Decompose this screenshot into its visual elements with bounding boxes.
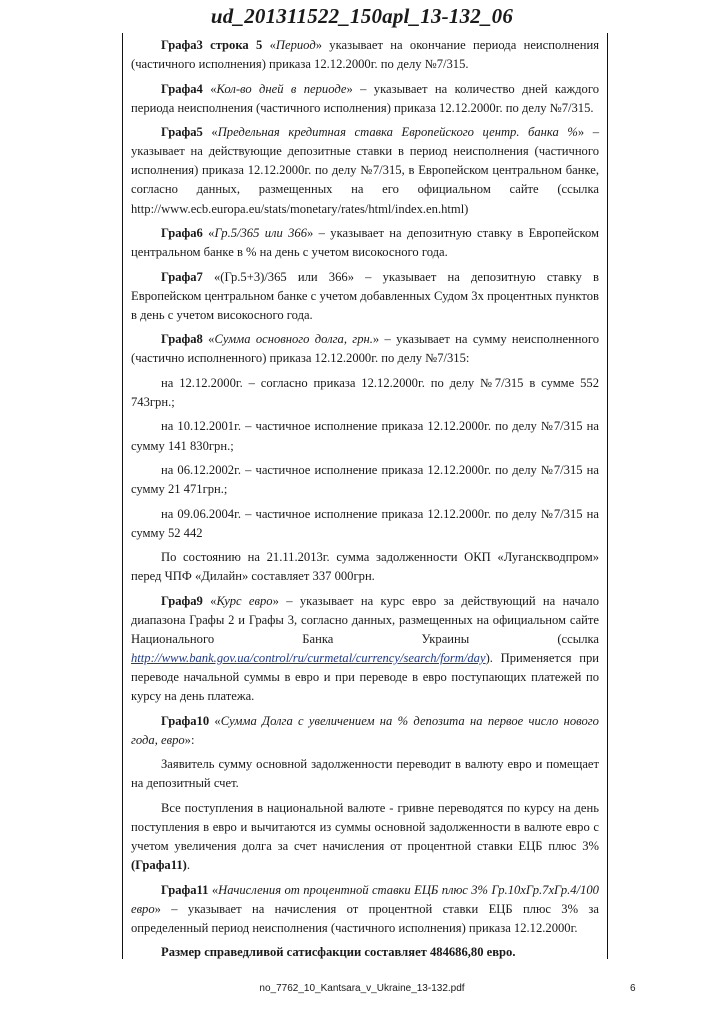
grafa-description: – указывает на сумму неисполненного (частично исполненного) приказа 12.12.2000г. по делу №7/315: bbox=[131, 332, 599, 366]
grafa-title: Кол-во дней в периоде bbox=[216, 81, 347, 96]
grafa-description: – указывает на начисления от процентной ставки ЕЦБ плюс 3% за определенный период неисполнения (частичного исполнения) приказа 12.12.2000г. bbox=[131, 901, 599, 935]
grafa-label: Графа5 bbox=[161, 125, 203, 140]
grafa11-reference: (Графа11) bbox=[131, 858, 187, 873]
grafa-description: – указывает на курс евро за действующий на начало диапазона Графы 2 и Графы 3, согласно данных, размещенных на официальном сайте Национального Банка Украины (ссылка bbox=[131, 593, 600, 646]
quote-close: » bbox=[315, 38, 322, 52]
paragraph-debt-status: По состоянию на 21.11.2013г. сумма задолженности ОКП «Луганскводпром» перед ЧПФ «Дилайн» составляет 337 000грн. bbox=[131, 550, 599, 584]
document-content-frame bbox=[122, 33, 608, 959]
document-body bbox=[131, 36, 599, 968]
grafa-description: – указывает на депозитную ставку в Европейском центральном банке в % на день с учетом високосного года. bbox=[131, 226, 599, 260]
paragraph-grafa8 bbox=[131, 330, 599, 368]
quote-open: « bbox=[202, 81, 217, 96]
paragraph-grafa10 bbox=[131, 712, 599, 750]
quote-close: » bbox=[154, 901, 161, 916]
paragraph-amount-2001: на 10.12.2001г. – частичное исполнение приказа 12.12.2000г. по делу №7/315 на сумму 141 830грн.; bbox=[131, 419, 599, 453]
grafa-description: – указывает на действующие депозитные ставки в период неисполнения (частичного исполнения) приказа 12.12.2000г. по делу №7/315, в Европейском центральном банке, согласно данных, размещенных на его официальном сайте (ссылка http://www.ecb.europa.eu/stats/monetary/rates/html/index.en.html) bbox=[131, 125, 600, 216]
paragraph-deposit: Заявитель сумму основной задолженности переводит в валюту евро и помещает на депозитный счет. bbox=[131, 757, 599, 791]
conversion-text: Все поступления в национальной валюте - гривне переводятся по курсу на день поступления в евро и вычитаются из суммы основной задолженности в валюте евро с учетом увеличения долга за счет начисления от процентной ставки ЕЦБ плюс 3% bbox=[131, 800, 599, 854]
quote-open: « bbox=[262, 38, 276, 52]
paragraph-grafa3 bbox=[131, 36, 599, 74]
footer-page-number: 6 bbox=[630, 983, 636, 994]
grafa-description-continued: ). Применяется при переводе начальной суммы в евро и при переводе в евро поступающих платежей по курсу на день платежа. bbox=[131, 651, 599, 704]
footer-filename: no_7762_10_Kantsara_v_Ukraine_13-132.pdf bbox=[259, 983, 465, 994]
quote-open: « bbox=[202, 332, 215, 347]
grafa-description: «(Гр.5+3)/365 или 366» – указывает на депозитную ставку в Европейском центральном банке с учетом добавленных Судом 3х процентных пунктов в день с учетом високосного года. bbox=[131, 269, 599, 322]
paragraph-grafa7 bbox=[131, 268, 599, 325]
document-header-title: ud_201311522_150apl_13-132_06 bbox=[210, 4, 514, 28]
paragraph-grafa5 bbox=[131, 123, 599, 218]
grafa-description: – указывает на количество дней каждого периода неисполнения (частичного исполнения) приказа 12.12.2000г. по делу №7/315. bbox=[131, 81, 599, 115]
grafa-title: Сумма Долга с увеличением на % депозита на первое число нового года, евро bbox=[131, 713, 599, 747]
quote-open: « bbox=[209, 713, 221, 728]
grafa-label: Графа10 bbox=[161, 713, 210, 728]
paragraph-grafa4 bbox=[131, 80, 599, 118]
paragraph-amount-2002: на 06.12.2002г. – частичное исполнение приказа 12.12.2000г. по делу №7/315 на сумму 21 471грн.; bbox=[131, 463, 599, 497]
quote-close: » bbox=[184, 732, 191, 747]
grafa-title: Период bbox=[275, 38, 316, 52]
grafa-title: Предельная кредитная ставка Европейского центр. банка % bbox=[217, 125, 578, 140]
grafa-title: Гр.5/365 или 366 bbox=[214, 226, 308, 241]
paragraph-amount-2000: на 12.12.2000г. – согласно приказа 12.12.2000г. по делу №7/315 в сумме 552 743грн.; bbox=[131, 375, 599, 409]
quote-close: » bbox=[577, 125, 585, 140]
quote-close: » bbox=[346, 81, 353, 96]
grafa-title: Сумма основного долга, грн. bbox=[214, 332, 373, 347]
paragraph-grafa11 bbox=[131, 881, 599, 938]
paragraph-conversion bbox=[131, 799, 599, 875]
grafa-label: Графа11 bbox=[161, 882, 209, 897]
paragraph-grafa6 bbox=[131, 224, 599, 262]
quote-close: » bbox=[307, 226, 314, 241]
grafa-title: Курс евро bbox=[216, 593, 273, 608]
grafa-label: Графа6 bbox=[161, 226, 203, 241]
nbu-link[interactable]: http://www.bank.gov.ua/control/ru/curmetal/currency/search/form/day bbox=[131, 651, 486, 666]
quote-open: « bbox=[208, 882, 219, 897]
paragraph-satisfaction-total: Размер справедливой сатисфакции составляет 484686,80 евро. bbox=[161, 945, 516, 960]
quote-open: « bbox=[202, 593, 217, 608]
grafa-label: Графа8 bbox=[161, 332, 203, 347]
paragraph-grafa9 bbox=[131, 592, 599, 707]
grafa-label: Графа4 bbox=[161, 81, 203, 96]
grafa-description: указывает на окончание периода неисполнения (частичного исполнения) приказа 12.12.2000г. по делу №7/315. bbox=[131, 38, 599, 72]
grafa-label: Графа9 bbox=[161, 593, 203, 608]
sentence-end: . bbox=[186, 858, 190, 873]
grafa-title: Начисления от процентной ставки ЕЦБ плюс 3% Гр.10хГр.7хГр.4/100 евро bbox=[131, 882, 599, 916]
paragraph-amount-2004: на 09.06.2004г. – частичное исполнение приказа 12.12.2000г. по делу №7/315 на сумму 52 442 bbox=[131, 506, 599, 540]
grafa-label: Графа3 строка 5 bbox=[161, 38, 263, 52]
grafa-description: : bbox=[190, 732, 195, 747]
grafa-label: Графа7 bbox=[161, 269, 203, 284]
quote-open: « bbox=[202, 125, 218, 140]
quote-open: « bbox=[202, 226, 215, 241]
quote-close: » bbox=[372, 332, 380, 347]
quote-close: » bbox=[272, 593, 279, 608]
